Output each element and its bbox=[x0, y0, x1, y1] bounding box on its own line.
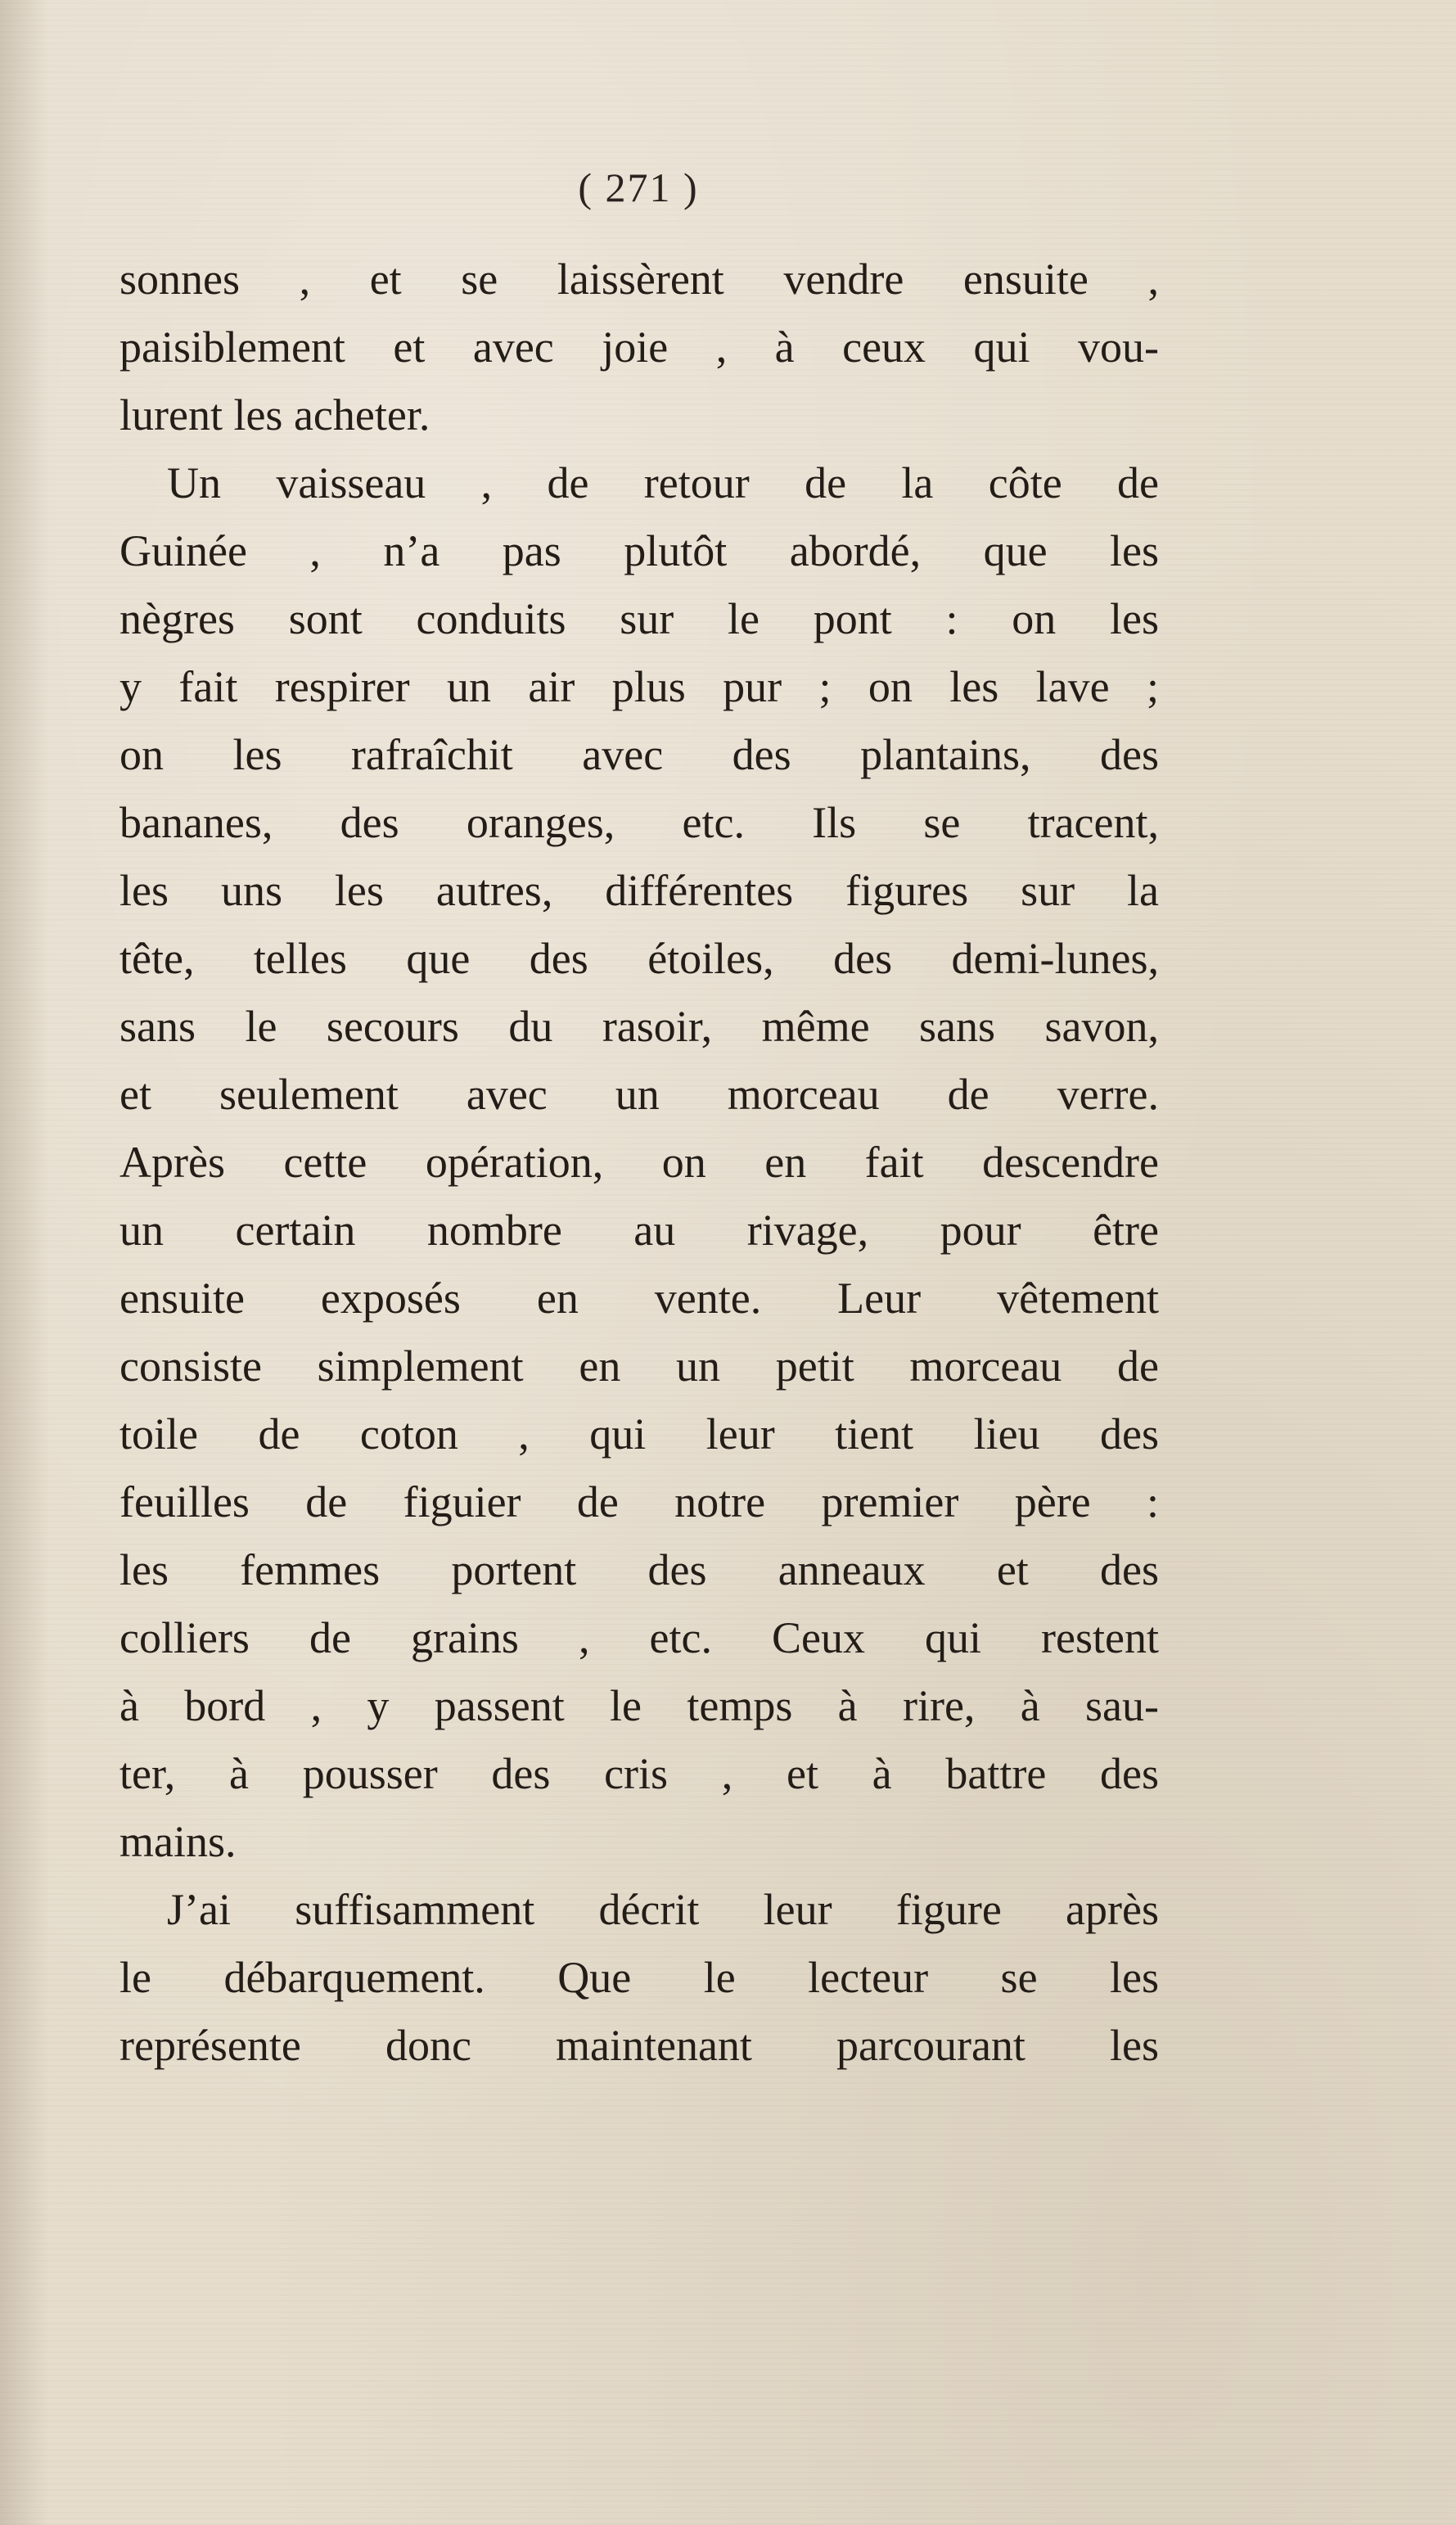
page-number: ( 271 ) bbox=[578, 165, 699, 210]
text-line: mains. bbox=[119, 1817, 237, 1866]
text-line: feuilles de figuier de notre premier père : bbox=[119, 1477, 1159, 1526]
text-line: nègres sont conduits sur le pont : on les bbox=[119, 594, 1159, 643]
text-line: les uns les autres, différentes figures sur la bbox=[119, 866, 1159, 915]
text-line: Après cette opération, on en fait descendre bbox=[119, 1138, 1159, 1187]
text-line: un certain nombre au rivage, pour être bbox=[119, 1206, 1159, 1255]
text-line: lurent les acheter. bbox=[119, 390, 430, 440]
text-line: ter, à pousser des cris , et à battre des bbox=[119, 1749, 1159, 1798]
text-line: à bord , y passent le temps à rire, à sau- bbox=[119, 1681, 1159, 1730]
text-line: représente donc maintenant parcourant les bbox=[119, 2021, 1159, 2070]
paragraph-start-line: Un vaisseau , de retour de la côte de bbox=[167, 458, 1159, 507]
text-line: toile de coton , qui leur tient lieu des bbox=[119, 1409, 1159, 1459]
text-line: Guinée , n’a pas plutôt abordé, que les bbox=[119, 526, 1159, 575]
text-line: sans le secours du rasoir, même sans savon, bbox=[119, 1002, 1159, 1051]
text-line: bananes, des oranges, etc. Ils se tracent, bbox=[119, 798, 1159, 847]
text-line: les femmes portent des anneaux et des bbox=[119, 1545, 1159, 1594]
text-line: y fait respirer un air plus pur ; on les lave ; bbox=[119, 662, 1159, 711]
text-line: sonnes , et se laissèrent vendre ensuite , bbox=[119, 255, 1159, 304]
text-line: colliers de grains , etc. Ceux qui restent bbox=[119, 1613, 1159, 1662]
text-line: le débarquement. Que le lecteur se les bbox=[119, 1953, 1159, 2002]
body-text bbox=[119, 246, 1159, 2080]
page-edge-shadow bbox=[0, 0, 49, 2525]
text-line: ensuite exposés en vente. Leur vêtement bbox=[119, 1274, 1159, 1323]
text-line: on les rafraîchit avec des plantains, des bbox=[119, 730, 1159, 779]
text-line: tête, telles que des étoiles, des demi-lunes, bbox=[119, 934, 1159, 983]
text-line: et seulement avec un morceau de verre. bbox=[119, 1070, 1159, 1119]
paragraph-start-line: J’ai suffisamment décrit leur figure après bbox=[167, 1885, 1159, 1934]
text-line: paisiblement et avec joie , à ceux qui vou- bbox=[119, 322, 1159, 372]
text-line: consiste simplement en un petit morceau de bbox=[119, 1341, 1159, 1391]
